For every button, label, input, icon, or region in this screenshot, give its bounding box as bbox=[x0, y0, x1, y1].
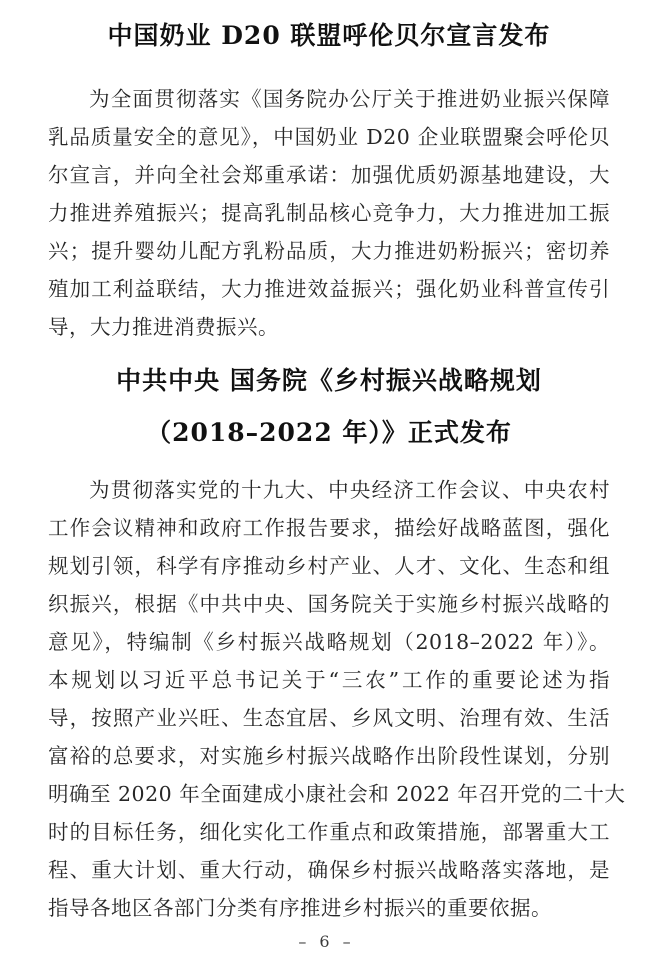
page-footer bbox=[0, 932, 653, 951]
article-paragraph bbox=[48, 80, 610, 346]
article-title-line-1: 中共中央 国务院《乡村振兴战略规划 bbox=[116, 366, 542, 395]
text-line: 明确至 2020 年全面建成小康社会和 2022 年召开党的二十大 bbox=[48, 782, 626, 806]
article-title bbox=[48, 355, 610, 459]
article-rural-revitalization-plan bbox=[48, 355, 626, 927]
text-line: 导，按照产业兴旺、生态宜居、乡风文明、治理有效、生活 bbox=[48, 706, 610, 730]
text-line: 织振兴，根据《中共中央、国务院关于实施乡村振兴战略的 bbox=[48, 592, 610, 616]
text-line: 富裕的总要求，对实施乡村振兴战略作出阶段性谋划，分别 bbox=[48, 744, 610, 768]
text-line: 兴；提升婴幼儿配方乳粉品质，大力推进奶粉振兴；密切养 bbox=[48, 239, 610, 263]
text-line: 时的目标任务，细化实化工作重点和政策措施，部署重大工 bbox=[48, 820, 610, 844]
text-line: 导，大力推进消费振兴。 bbox=[48, 315, 279, 339]
text-line: 殖加工利益联结，大力推进效益振兴；强化奶业科普宣传引 bbox=[48, 277, 610, 301]
text-line: 意见》，特编制《乡村振兴战略规划（2018–2022 年）》。 bbox=[48, 630, 610, 654]
text-line: 为贯彻落实党的十九大、中央经济工作会议、中央农村 bbox=[89, 478, 610, 502]
text-line: 尔宣言，并向全社会郑重承诺：加强优质奶源基地建设，大 bbox=[48, 163, 610, 187]
text-line: 指导各地区各部门分类有序推进乡村振兴的重要依据。 bbox=[48, 896, 552, 920]
article-paragraph bbox=[48, 471, 626, 927]
text-line: 力推进养殖振兴；提高乳制品核心竞争力，大力推进加工振 bbox=[48, 201, 610, 225]
article-title: 中国奶业 D20 联盟呼伦贝尔宣言发布 bbox=[107, 21, 551, 50]
text-line: 为全面贯彻落实《国务院办公厅关于推进奶业振兴保障 bbox=[89, 87, 610, 111]
text-line: 程、重大计划、重大行动，确保乡村振兴战略落实落地，是 bbox=[48, 858, 610, 882]
text-line: 本规划以习近平总书记关于“三农”工作的重要论述为指 bbox=[48, 668, 610, 692]
article-dairy-d20-declaration bbox=[48, 20, 610, 346]
article-title-line-2: （2018–2022 年）》正式发布 bbox=[146, 418, 512, 447]
text-line: 乳品质量安全的意见》，中国奶业 D20 企业联盟聚会呼伦贝 bbox=[48, 125, 610, 149]
text-line: 工作会议精神和政府工作报告要求，描绘好战略蓝图，强化 bbox=[48, 516, 610, 540]
page-number: – 6 – bbox=[298, 932, 355, 951]
text-line: 规划引领，科学有序推动乡村产业、人才、文化、生态和组 bbox=[48, 554, 610, 578]
